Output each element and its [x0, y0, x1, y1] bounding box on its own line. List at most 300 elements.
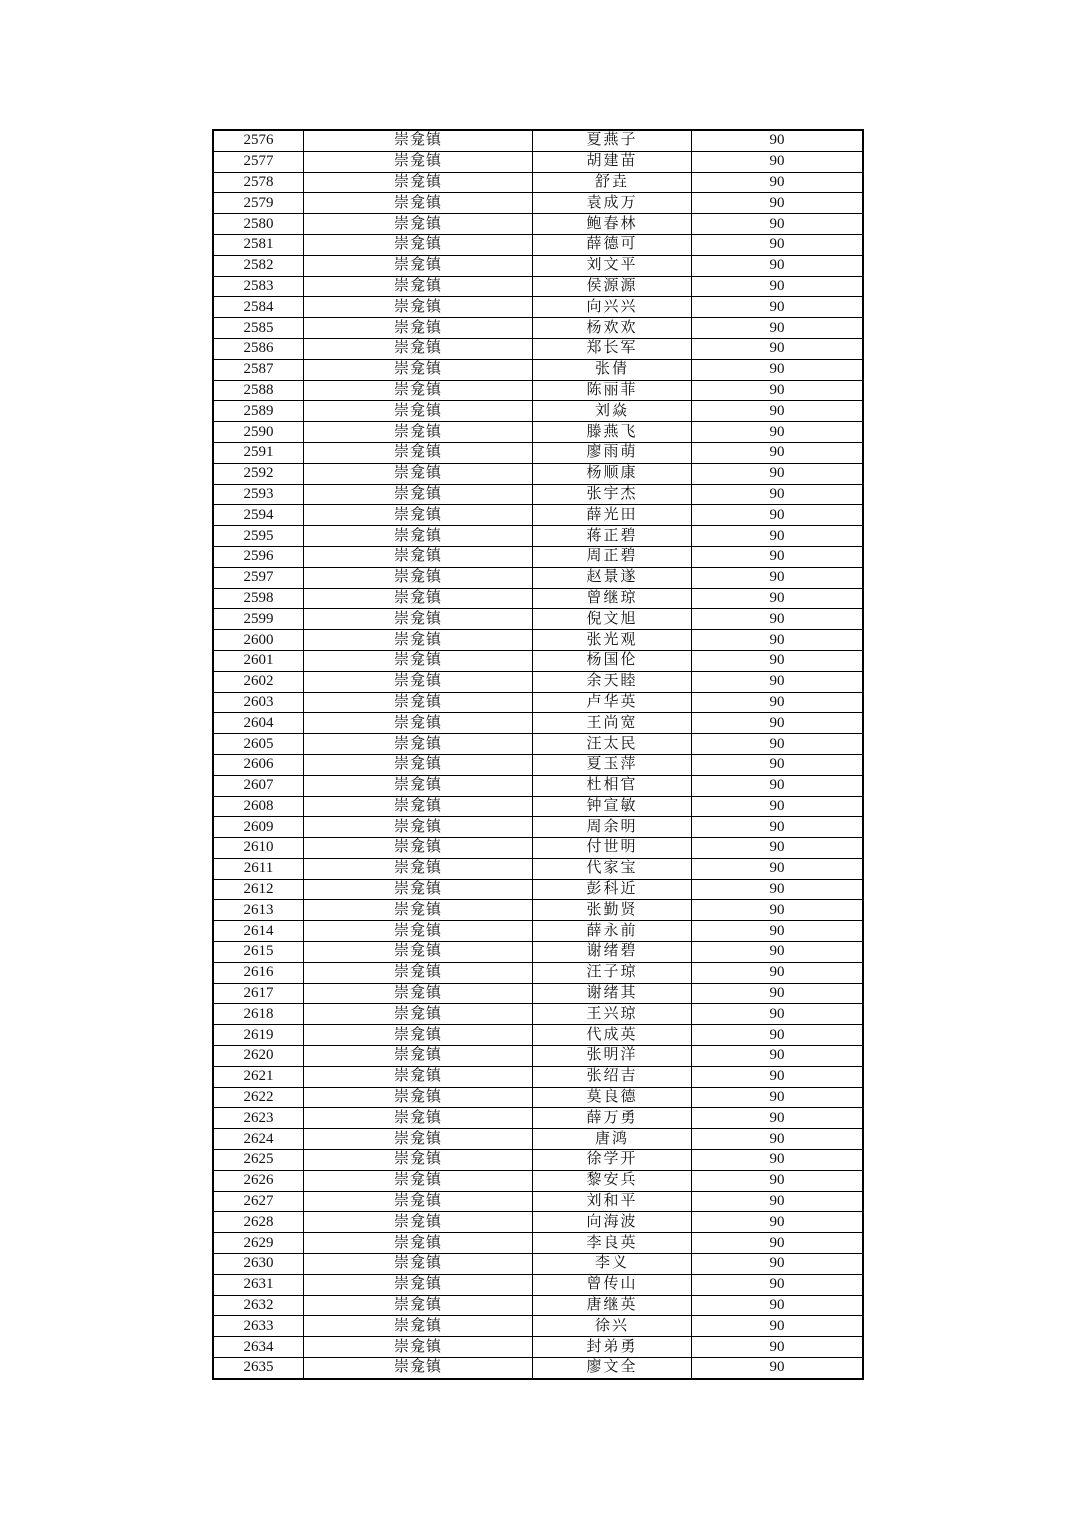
- town-cell: 崇龛镇: [304, 609, 533, 630]
- table-row: [213, 900, 863, 921]
- town-cell: 崇龛镇: [304, 754, 533, 775]
- document-page: [212, 129, 864, 1380]
- name-cell: 刘焱: [533, 401, 692, 422]
- serial-number-cell: 2627: [213, 1191, 304, 1212]
- serial-number-cell: 2605: [213, 734, 304, 755]
- serial-number-cell: 2614: [213, 921, 304, 942]
- town-cell: 崇龛镇: [304, 1191, 533, 1212]
- town-cell: 崇龛镇: [304, 505, 533, 526]
- table-row: [213, 734, 863, 755]
- serial-number-cell: 2633: [213, 1316, 304, 1337]
- amount-cell: 90: [692, 1212, 864, 1233]
- serial-number-cell: 2590: [213, 422, 304, 443]
- table-row: [213, 505, 863, 526]
- town-cell: 崇龛镇: [304, 775, 533, 796]
- name-cell: 赵景遂: [533, 567, 692, 588]
- name-cell: 舒垚: [533, 172, 692, 193]
- amount-cell: 90: [692, 526, 864, 547]
- town-cell: 崇龛镇: [304, 234, 533, 255]
- town-cell: 崇龛镇: [304, 151, 533, 172]
- table-row: [213, 380, 863, 401]
- table-row: [213, 297, 863, 318]
- serial-number-cell: 2585: [213, 318, 304, 339]
- name-cell: 袁成万: [533, 193, 692, 214]
- amount-cell: 90: [692, 546, 864, 567]
- name-cell: 徐兴: [533, 1316, 692, 1337]
- serial-number-cell: 2595: [213, 526, 304, 547]
- serial-number-cell: 2619: [213, 1025, 304, 1046]
- serial-number-cell: 2632: [213, 1295, 304, 1316]
- serial-number-cell: 2625: [213, 1150, 304, 1171]
- serial-number-cell: 2597: [213, 567, 304, 588]
- table-row: [213, 359, 863, 380]
- name-cell: 陈丽菲: [533, 380, 692, 401]
- town-cell: 崇龛镇: [304, 1046, 533, 1067]
- amount-cell: 90: [692, 1150, 864, 1171]
- name-cell: 卢华英: [533, 692, 692, 713]
- amount-cell: 90: [692, 463, 864, 484]
- table-row: [213, 1170, 863, 1191]
- name-cell: 曾传山: [533, 1274, 692, 1295]
- amount-cell: 90: [692, 1108, 864, 1129]
- serial-number-cell: 2582: [213, 255, 304, 276]
- town-cell: 崇龛镇: [304, 1316, 533, 1337]
- serial-number-cell: 2613: [213, 900, 304, 921]
- table-row: [213, 1316, 863, 1337]
- table-row: [213, 484, 863, 505]
- amount-cell: 90: [692, 588, 864, 609]
- town-cell: 崇龛镇: [304, 817, 533, 838]
- table-row: [213, 588, 863, 609]
- serial-number-cell: 2576: [213, 130, 304, 151]
- serial-number-cell: 2589: [213, 401, 304, 422]
- table-row: [213, 671, 863, 692]
- name-cell: 曾继琼: [533, 588, 692, 609]
- table-row: [213, 1150, 863, 1171]
- town-cell: 崇龛镇: [304, 255, 533, 276]
- serial-number-cell: 2578: [213, 172, 304, 193]
- town-cell: 崇龛镇: [304, 734, 533, 755]
- name-cell: 向兴兴: [533, 297, 692, 318]
- name-cell: 夏燕子: [533, 130, 692, 151]
- table-row: [213, 1295, 863, 1316]
- table-row: [213, 713, 863, 734]
- amount-cell: 90: [692, 1316, 864, 1337]
- name-cell: 薛德可: [533, 234, 692, 255]
- serial-number-cell: 2607: [213, 775, 304, 796]
- name-cell: 侯源源: [533, 276, 692, 297]
- town-cell: 崇龛镇: [304, 1337, 533, 1358]
- serial-number-cell: 2584: [213, 297, 304, 318]
- amount-cell: 90: [692, 338, 864, 359]
- serial-number-cell: 2616: [213, 962, 304, 983]
- table-row: [213, 172, 863, 193]
- town-cell: 崇龛镇: [304, 713, 533, 734]
- serial-number-cell: 2593: [213, 484, 304, 505]
- serial-number-cell: 2601: [213, 650, 304, 671]
- table-row: [213, 442, 863, 463]
- amount-cell: 90: [692, 1170, 864, 1191]
- serial-number-cell: 2618: [213, 1004, 304, 1025]
- amount-cell: 90: [692, 1358, 864, 1379]
- serial-number-cell: 2591: [213, 442, 304, 463]
- name-cell: 付世明: [533, 838, 692, 859]
- town-cell: 崇龛镇: [304, 1150, 533, 1171]
- serial-number-cell: 2604: [213, 713, 304, 734]
- amount-cell: 90: [692, 1295, 864, 1316]
- name-cell: 周余明: [533, 817, 692, 838]
- name-cell: 杨国伦: [533, 650, 692, 671]
- town-cell: 崇龛镇: [304, 401, 533, 422]
- town-cell: 崇龛镇: [304, 1025, 533, 1046]
- table-row: [213, 838, 863, 859]
- town-cell: 崇龛镇: [304, 359, 533, 380]
- amount-cell: 90: [692, 921, 864, 942]
- town-cell: 崇龛镇: [304, 1004, 533, 1025]
- amount-cell: 90: [692, 172, 864, 193]
- name-cell: 倪文旭: [533, 609, 692, 630]
- name-cell: 谢绪其: [533, 983, 692, 1004]
- name-cell: 封弟勇: [533, 1337, 692, 1358]
- name-cell: 张绍吉: [533, 1066, 692, 1087]
- town-cell: 崇龛镇: [304, 588, 533, 609]
- amount-cell: 90: [692, 234, 864, 255]
- name-cell: 黎安兵: [533, 1170, 692, 1191]
- amount-cell: 90: [692, 879, 864, 900]
- town-cell: 崇龛镇: [304, 172, 533, 193]
- town-cell: 崇龛镇: [304, 442, 533, 463]
- amount-cell: 90: [692, 900, 864, 921]
- name-cell: 廖文全: [533, 1358, 692, 1379]
- serial-number-cell: 2608: [213, 796, 304, 817]
- serial-number-cell: 2603: [213, 692, 304, 713]
- amount-cell: 90: [692, 838, 864, 859]
- amount-cell: 90: [692, 754, 864, 775]
- town-cell: 崇龛镇: [304, 1066, 533, 1087]
- serial-number-cell: 2628: [213, 1212, 304, 1233]
- amount-cell: 90: [692, 609, 864, 630]
- town-cell: 崇龛镇: [304, 1129, 533, 1150]
- amount-cell: 90: [692, 567, 864, 588]
- town-cell: 崇龛镇: [304, 983, 533, 1004]
- serial-number-cell: 2629: [213, 1233, 304, 1254]
- name-cell: 薛万勇: [533, 1108, 692, 1129]
- table-row: [213, 942, 863, 963]
- table-row: [213, 609, 863, 630]
- table-row: [213, 526, 863, 547]
- amount-cell: 90: [692, 1254, 864, 1275]
- table-row: [213, 130, 863, 151]
- town-cell: 崇龛镇: [304, 1087, 533, 1108]
- amount-cell: 90: [692, 630, 864, 651]
- name-cell: 滕燕飞: [533, 422, 692, 443]
- table-row: [213, 983, 863, 1004]
- amount-cell: 90: [692, 442, 864, 463]
- serial-number-cell: 2630: [213, 1254, 304, 1275]
- amount-cell: 90: [692, 1025, 864, 1046]
- table-row: [213, 1046, 863, 1067]
- amount-cell: 90: [692, 775, 864, 796]
- amount-cell: 90: [692, 1191, 864, 1212]
- serial-number-cell: 2631: [213, 1274, 304, 1295]
- serial-number-cell: 2602: [213, 671, 304, 692]
- table-row: [213, 1358, 863, 1379]
- serial-number-cell: 2615: [213, 942, 304, 963]
- table-row: [213, 255, 863, 276]
- serial-number-cell: 2600: [213, 630, 304, 651]
- name-cell: 李良英: [533, 1233, 692, 1254]
- amount-cell: 90: [692, 484, 864, 505]
- table-row: [213, 1212, 863, 1233]
- town-cell: 崇龛镇: [304, 630, 533, 651]
- amount-cell: 90: [692, 962, 864, 983]
- town-cell: 崇龛镇: [304, 962, 533, 983]
- name-cell: 汪子琼: [533, 962, 692, 983]
- serial-number-cell: 2598: [213, 588, 304, 609]
- amount-cell: 90: [692, 505, 864, 526]
- table-row: [213, 463, 863, 484]
- serial-number-cell: 2587: [213, 359, 304, 380]
- town-cell: 崇龛镇: [304, 1108, 533, 1129]
- town-cell: 崇龛镇: [304, 858, 533, 879]
- name-cell: 杨顺康: [533, 463, 692, 484]
- name-cell: 谢绪碧: [533, 942, 692, 963]
- town-cell: 崇龛镇: [304, 1274, 533, 1295]
- name-cell: 张勤贤: [533, 900, 692, 921]
- table-body: [213, 130, 863, 1379]
- amount-cell: 90: [692, 942, 864, 963]
- serial-number-cell: 2580: [213, 214, 304, 235]
- serial-number-cell: 2586: [213, 338, 304, 359]
- town-cell: 崇龛镇: [304, 900, 533, 921]
- town-cell: 崇龛镇: [304, 318, 533, 339]
- amount-cell: 90: [692, 734, 864, 755]
- serial-number-cell: 2623: [213, 1108, 304, 1129]
- town-cell: 崇龛镇: [304, 484, 533, 505]
- name-cell: 王尚宽: [533, 713, 692, 734]
- name-cell: 郑长军: [533, 338, 692, 359]
- town-cell: 崇龛镇: [304, 526, 533, 547]
- town-cell: 崇龛镇: [304, 838, 533, 859]
- name-cell: 张宇杰: [533, 484, 692, 505]
- town-cell: 崇龛镇: [304, 214, 533, 235]
- serial-number-cell: 2577: [213, 151, 304, 172]
- town-cell: 崇龛镇: [304, 130, 533, 151]
- serial-number-cell: 2592: [213, 463, 304, 484]
- table-row: [213, 1129, 863, 1150]
- serial-number-cell: 2617: [213, 983, 304, 1004]
- serial-number-cell: 2583: [213, 276, 304, 297]
- name-cell: 李义: [533, 1254, 692, 1275]
- table-row: [213, 858, 863, 879]
- amount-cell: 90: [692, 1046, 864, 1067]
- subsidy-table: [212, 129, 864, 1380]
- table-row: [213, 1025, 863, 1046]
- amount-cell: 90: [692, 796, 864, 817]
- amount-cell: 90: [692, 255, 864, 276]
- amount-cell: 90: [692, 193, 864, 214]
- name-cell: 夏玉萍: [533, 754, 692, 775]
- serial-number-cell: 2588: [213, 380, 304, 401]
- serial-number-cell: 2609: [213, 817, 304, 838]
- table-row: [213, 879, 863, 900]
- name-cell: 唐继英: [533, 1295, 692, 1316]
- town-cell: 崇龛镇: [304, 650, 533, 671]
- amount-cell: 90: [692, 380, 864, 401]
- serial-number-cell: 2624: [213, 1129, 304, 1150]
- town-cell: 崇龛镇: [304, 1212, 533, 1233]
- name-cell: 钟宣敏: [533, 796, 692, 817]
- name-cell: 刘和平: [533, 1191, 692, 1212]
- serial-number-cell: 2599: [213, 609, 304, 630]
- name-cell: 薛光田: [533, 505, 692, 526]
- amount-cell: 90: [692, 1337, 864, 1358]
- name-cell: 刘文平: [533, 255, 692, 276]
- table-row: [213, 1087, 863, 1108]
- table-row: [213, 817, 863, 838]
- name-cell: 彭科近: [533, 879, 692, 900]
- town-cell: 崇龛镇: [304, 297, 533, 318]
- amount-cell: 90: [692, 671, 864, 692]
- table-row: [213, 754, 863, 775]
- serial-number-cell: 2634: [213, 1337, 304, 1358]
- serial-number-cell: 2610: [213, 838, 304, 859]
- name-cell: 汪太民: [533, 734, 692, 755]
- amount-cell: 90: [692, 692, 864, 713]
- serial-number-cell: 2596: [213, 546, 304, 567]
- table-row: [213, 151, 863, 172]
- table-row: [213, 962, 863, 983]
- amount-cell: 90: [692, 1274, 864, 1295]
- table-row: [213, 234, 863, 255]
- name-cell: 薛永前: [533, 921, 692, 942]
- name-cell: 周正碧: [533, 546, 692, 567]
- name-cell: 张光观: [533, 630, 692, 651]
- amount-cell: 90: [692, 650, 864, 671]
- name-cell: 徐学开: [533, 1150, 692, 1171]
- town-cell: 崇龛镇: [304, 796, 533, 817]
- serial-number-cell: 2606: [213, 754, 304, 775]
- table-row: [213, 318, 863, 339]
- name-cell: 蒋正碧: [533, 526, 692, 547]
- name-cell: 杜相官: [533, 775, 692, 796]
- amount-cell: 90: [692, 1233, 864, 1254]
- name-cell: 鲍春林: [533, 214, 692, 235]
- table-row: [213, 1233, 863, 1254]
- table-row: [213, 1004, 863, 1025]
- town-cell: 崇龛镇: [304, 692, 533, 713]
- name-cell: 张倩: [533, 359, 692, 380]
- table-row: [213, 630, 863, 651]
- amount-cell: 90: [692, 1129, 864, 1150]
- town-cell: 崇龛镇: [304, 921, 533, 942]
- table-row: [213, 422, 863, 443]
- town-cell: 崇龛镇: [304, 1254, 533, 1275]
- name-cell: 向海波: [533, 1212, 692, 1233]
- amount-cell: 90: [692, 422, 864, 443]
- name-cell: 王兴琼: [533, 1004, 692, 1025]
- table-row: [213, 921, 863, 942]
- name-cell: 唐鸿: [533, 1129, 692, 1150]
- table-row: [213, 1274, 863, 1295]
- serial-number-cell: 2612: [213, 879, 304, 900]
- town-cell: 崇龛镇: [304, 879, 533, 900]
- town-cell: 崇龛镇: [304, 546, 533, 567]
- serial-number-cell: 2626: [213, 1170, 304, 1191]
- town-cell: 崇龛镇: [304, 1295, 533, 1316]
- table-row: [213, 401, 863, 422]
- amount-cell: 90: [692, 297, 864, 318]
- name-cell: 代家宝: [533, 858, 692, 879]
- town-cell: 崇龛镇: [304, 567, 533, 588]
- town-cell: 崇龛镇: [304, 942, 533, 963]
- table-row: [213, 1191, 863, 1212]
- amount-cell: 90: [692, 276, 864, 297]
- name-cell: 张明洋: [533, 1046, 692, 1067]
- serial-number-cell: 2621: [213, 1066, 304, 1087]
- serial-number-cell: 2579: [213, 193, 304, 214]
- name-cell: 代成英: [533, 1025, 692, 1046]
- name-cell: 杨欢欢: [533, 318, 692, 339]
- town-cell: 崇龛镇: [304, 193, 533, 214]
- town-cell: 崇龛镇: [304, 338, 533, 359]
- serial-number-cell: 2635: [213, 1358, 304, 1379]
- town-cell: 崇龛镇: [304, 380, 533, 401]
- table-row: [213, 193, 863, 214]
- amount-cell: 90: [692, 817, 864, 838]
- amount-cell: 90: [692, 401, 864, 422]
- amount-cell: 90: [692, 130, 864, 151]
- town-cell: 崇龛镇: [304, 1170, 533, 1191]
- name-cell: 余天睦: [533, 671, 692, 692]
- serial-number-cell: 2581: [213, 234, 304, 255]
- table-row: [213, 1108, 863, 1129]
- serial-number-cell: 2594: [213, 505, 304, 526]
- amount-cell: 90: [692, 214, 864, 235]
- table-row: [213, 650, 863, 671]
- amount-cell: 90: [692, 359, 864, 380]
- town-cell: 崇龛镇: [304, 1233, 533, 1254]
- town-cell: 崇龛镇: [304, 671, 533, 692]
- amount-cell: 90: [692, 1087, 864, 1108]
- amount-cell: 90: [692, 713, 864, 734]
- table-row: [213, 1254, 863, 1275]
- name-cell: 胡建苗: [533, 151, 692, 172]
- table-row: [213, 276, 863, 297]
- table-row: [213, 567, 863, 588]
- table-row: [213, 692, 863, 713]
- table-row: [213, 546, 863, 567]
- amount-cell: 90: [692, 1004, 864, 1025]
- table-row: [213, 775, 863, 796]
- amount-cell: 90: [692, 318, 864, 339]
- table-row: [213, 214, 863, 235]
- name-cell: 廖雨萌: [533, 442, 692, 463]
- town-cell: 崇龛镇: [304, 422, 533, 443]
- table-row: [213, 1337, 863, 1358]
- table-row: [213, 796, 863, 817]
- amount-cell: 90: [692, 1066, 864, 1087]
- amount-cell: 90: [692, 151, 864, 172]
- town-cell: 崇龛镇: [304, 1358, 533, 1379]
- amount-cell: 90: [692, 858, 864, 879]
- serial-number-cell: 2611: [213, 858, 304, 879]
- amount-cell: 90: [692, 983, 864, 1004]
- table-row: [213, 338, 863, 359]
- name-cell: 莫良德: [533, 1087, 692, 1108]
- town-cell: 崇龛镇: [304, 463, 533, 484]
- town-cell: 崇龛镇: [304, 276, 533, 297]
